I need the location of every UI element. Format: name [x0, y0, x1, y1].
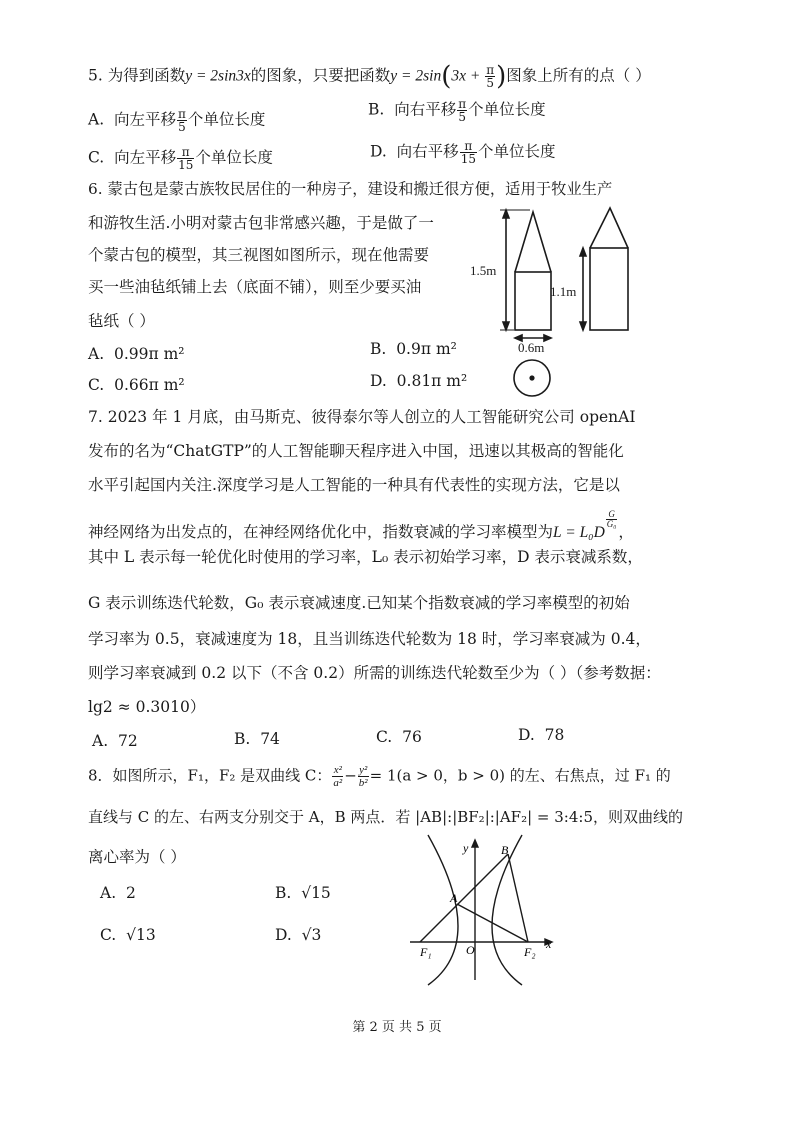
q5-func1: y = 2sin3x	[185, 67, 251, 85]
q7-line-1: 7. 2023 年 1 月底，由马斯克、彼得泰尔等人创立的人工智能研究公司 openAI	[88, 408, 636, 426]
label-y: y	[463, 841, 469, 855]
q7-option-c: C. 76	[376, 728, 422, 746]
q8-line-3: 离心率为（ ）	[88, 848, 186, 866]
label-o: O	[466, 943, 475, 957]
q6-line-5: 毡纸（ ）	[88, 312, 155, 330]
q7-line-9: lg2 ≈ 0.3010）	[88, 698, 206, 716]
hyperbola-right-branch	[492, 835, 522, 985]
q5-prefix: 5. 为得到函数	[88, 66, 186, 85]
label-f1: F₁	[420, 945, 432, 959]
q5-func2-left: y = 2sin	[390, 67, 442, 85]
q8-option-c: C. √13	[100, 926, 156, 944]
line-f1-b	[420, 854, 508, 942]
q5-func2-inner: 3x +	[451, 67, 485, 85]
q6-option-d: D. 0.81π m²	[370, 372, 468, 390]
q7-line-3: 水平引起国内关注.深度学习是人工智能的一种具有代表性的实现方法，它是以	[88, 476, 620, 494]
q5-frac-den: 5	[486, 76, 494, 90]
width-label: 0.6m	[518, 340, 545, 355]
q7-line-2: 发布的名为“ChatGTP”的人工智能聊天程序进入中国，迅速以其极高的智能化	[88, 442, 624, 460]
q8-option-a: A. 2	[100, 884, 136, 902]
q6-option-a: A. 0.99π m²	[88, 345, 185, 363]
q5-frac-num: π	[486, 63, 495, 77]
side-view-body	[590, 248, 628, 330]
q6-line-1: 6. 蒙古包是蒙古族牧民居住的一种房子，建设和搬迁很方便，适用于牧业生产	[88, 180, 613, 198]
q5-option-d: D. 向右平移 $\frac{\pi}{15}$ 个单位长度	[370, 139, 556, 166]
q7-option-d: D. 78	[518, 726, 565, 744]
label-f2: F₂	[524, 945, 536, 959]
q5-suffix: 图象上所有的点（ ）	[506, 66, 651, 85]
q7-line-5: 其中 L 表示每一轮优化时使用的学习率，L₀ 表示初始学习率，D 表示衰减系数，	[88, 548, 643, 566]
page-footer: 第 2 页 共 5 页	[352, 1020, 442, 1035]
label-x: x	[546, 937, 552, 951]
q5-mid: 的图象，只要把函数	[250, 66, 391, 85]
q8-line-1: 8．如图所示，F₁，F₂ 是双曲线 C： $\frac{\text{x²}}{\text{a²}}$ − $\frac{\text{y²}}{\text{b²}}$ = 1(a > 0，b > 0) 的左、右焦点，过 F₁ 的	[88, 764, 671, 789]
side-height-label: 1.1m	[550, 284, 577, 299]
front-view-roof	[515, 212, 551, 272]
q7-option-b: B. 74	[234, 730, 280, 748]
q6-option-b: B. 0.9π m²	[370, 340, 457, 358]
front-view-body	[515, 272, 551, 330]
q6-line-4: 买一些油毡纸铺上去（底面不铺），则至少要买油	[88, 278, 422, 296]
q8-hyperbola-figure	[400, 830, 570, 990]
height-label: 1.5m	[470, 263, 497, 278]
q7-line-6: G 表示训练迭代轮数，G₀ 表示衰减速度.已知某个指数衰减的学习率模型的初始	[88, 594, 630, 612]
q7-line-8: 则学习率衰减到 0.2 以下（不含 0.2）所需的训练迭代轮数至少为（ ）（参考数据：	[88, 664, 661, 682]
q5-option-a: A. 向左平移 $\frac{\pi}{5}$ 个单位长度	[88, 107, 266, 134]
segment-b-f2	[508, 854, 528, 942]
q8-option-b: B. √15	[275, 884, 331, 902]
q5-option-c: C. 向左平移 $\frac{\pi}{15}$ 个单位长度	[88, 145, 273, 172]
q8-line-2: 直线与 C 的左、右两支分别交于 A，B 两点．若 |AB|:|BF₂|:|AF₂| = 3:4:5，则双曲线的	[88, 808, 684, 826]
q5-option-b: B. 向右平移 $\frac{\pi}{5}$ 个单位长度	[368, 97, 546, 124]
q7-line-4: 神经网络为出发点的，在神经网络优化中，指数衰减的学习率模型为L = L₀D $\frac{G}{\text{G₀}}$ ，	[88, 509, 634, 541]
q6-line-3: 个蒙古包的模型，其三视图如图所示，现在他需要	[88, 246, 430, 264]
side-view-roof	[590, 208, 628, 248]
q7-line-7: 学习率为 0.5，衰减速度为 18，且当训练迭代轮数为 18 时，学习率衰减为 0.4，	[88, 630, 651, 648]
q6-option-c: C. 0.66π m²	[88, 376, 185, 394]
q7-formula: L = L₀D	[553, 524, 605, 541]
q6-three-view-figure	[470, 200, 670, 400]
q6-line-2: 和游牧生活.小明对蒙古包非常感兴趣，于是做了一	[88, 214, 434, 232]
label-a: A	[450, 891, 458, 905]
q5-stem: 5. 为得到函数y = 2sin3x的图象，只要把函数y = 2sin(3x + $\frac{\pi}{5}$ )图象上所有的点（ ）	[88, 61, 651, 92]
hyperbola-left-branch	[428, 835, 458, 985]
q7-option-a: A. 72	[92, 732, 138, 750]
q8-option-d: D. √3	[275, 926, 322, 944]
label-b: B	[501, 843, 509, 857]
